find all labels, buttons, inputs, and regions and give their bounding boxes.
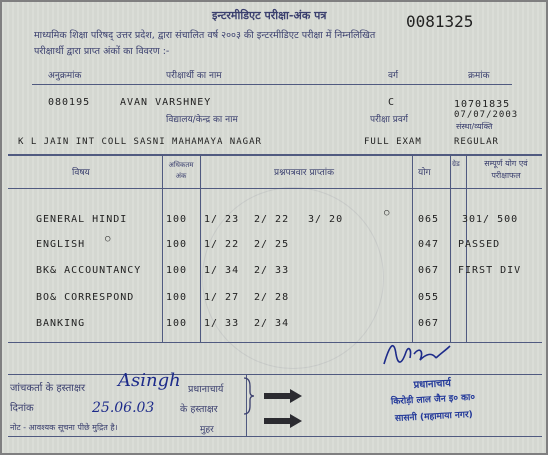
table-row-paper-2: 2/ 33 [254, 265, 290, 276]
table-row-max: 100 [166, 292, 188, 303]
candidate-name-value: AVAN VARSHNEY [120, 97, 212, 108]
roll-no-value: 080195 [48, 97, 91, 108]
table-row-max: 100 [166, 318, 188, 329]
handwritten-date: 25.06.03 [92, 400, 155, 416]
date-label: दिनांक [10, 403, 34, 414]
table-row-subject: BK& ACCOUNTANCY [36, 265, 142, 276]
col-div-3 [412, 154, 413, 342]
header-paper-marks: प्रश्नपत्रवार प्राप्तांक [274, 168, 335, 178]
institution-label: संस्था/व्यक्ति [456, 122, 493, 131]
table-row-paper-2: 2/ 25 [254, 239, 290, 250]
seal-label: मुहर [200, 425, 214, 435]
candidate-name-label: परीक्षार्थी का नाम [166, 71, 222, 81]
table-row-paper-3: 3/ 20 [308, 214, 344, 225]
serial-label: क्रमांक [468, 71, 490, 81]
header-max-marks: अधिकतम अंक [168, 161, 194, 180]
exam-type-label: परीक्षा प्रवर्ग [370, 115, 408, 125]
school-label: विद्यालय/केन्द्र का नाम [166, 115, 238, 125]
header-grade: ग्रेड [452, 160, 460, 168]
document-title: इन्टरमीडिएट परीक्षा-अंक पत्र [212, 9, 327, 22]
table-row-total: 067 [418, 265, 440, 276]
col-div-1 [162, 154, 163, 342]
table-row-paper-1: 1/ 23 [204, 214, 240, 225]
table-row-subject: GENERAL HINDI [36, 214, 128, 225]
header-result: सम्पूर्ण योग एवं परीक्षाफल [484, 159, 528, 180]
table-row-paper-1: 1/ 27 [204, 292, 240, 303]
marksheet [2, 2, 546, 453]
category-label: वर्ग [388, 71, 399, 81]
notice-text: नोट - आवश्यक सूचना पीछे मुद्रित है। [10, 423, 118, 432]
header-line-1: माध्यमिक शिक्षा परिषद् उत्तर प्रदेश, द्वारा संचालित वर्ष २००३ की इन्टरमीडिएट परीक्षा में निम्नलिखित [34, 30, 376, 41]
table-row-paper-2: 2/ 22 [254, 214, 290, 225]
footer-bottom-border [8, 436, 542, 437]
stamp-line-1: प्रधानाचार्य [413, 378, 452, 391]
table-row-max: 100 [166, 214, 188, 225]
table-row-paper-1: 1/ 34 [204, 265, 240, 276]
stamp-line-2: किरोड़ी लाल जैन इ० का० [390, 392, 476, 408]
principal-signature [380, 334, 460, 374]
principal-label: प्रधानाचार्य [188, 384, 224, 395]
table-row-max: 100 [166, 265, 188, 276]
signature-label: के हस्ताक्षर [180, 404, 218, 415]
exam-type-value: FULL EXAM [364, 137, 422, 147]
col-div-2 [200, 154, 201, 342]
school-value: K L JAIN INT COLL SASNI MAHAMAYA NAGAR [18, 137, 262, 147]
table-row-paper-2: 2/ 28 [254, 292, 290, 303]
table-row-subject: BO& CORRESPOND [36, 292, 135, 303]
serial-value: 10701835 [454, 99, 511, 110]
table-row-total: 047 [418, 239, 440, 250]
checker-signature: Asingh [118, 370, 181, 391]
institution-stamp [357, 372, 509, 426]
arrow-right-icon [264, 388, 304, 404]
table-row-total: 065 [418, 214, 440, 225]
checker-signature-label: जांचकर्ता के हस्ताक्षर [10, 383, 86, 394]
table-row-max: 100 [166, 239, 188, 250]
table-row-total: 055 [418, 292, 440, 303]
table-row-result: FIRST DIV [458, 265, 522, 276]
arrow-right-icon [264, 413, 304, 429]
status-value: REGULAR [454, 137, 499, 147]
table-row-paper-1: 1/ 33 [204, 318, 240, 329]
table-row-paper-1: 1/ 22 [204, 239, 240, 250]
table-top-border [8, 154, 542, 156]
table-row-paper-2: 2/ 34 [254, 318, 290, 329]
header-total: योग [418, 168, 431, 178]
table-row-result: 301/ 500 [462, 214, 519, 225]
stamp-line-3: सासनी (महामाया नगर) [394, 409, 474, 425]
header-line-2: परीक्षार्थी द्वारा प्राप्त अंकों का विवरण :- [34, 46, 170, 57]
table-row-subject: BANKING [36, 318, 86, 329]
table-row-total: 067 [418, 318, 440, 329]
table-row-mark: ○ [384, 208, 391, 218]
serial-number: 0081325 [406, 12, 474, 31]
header-subject: विषय [72, 168, 90, 178]
roll-no-label: अनुक्रमांक [48, 71, 82, 81]
table-row-subject: ENGLISH [36, 239, 86, 250]
table-row-result: PASSED [458, 239, 501, 250]
table-row-mark: ○ [105, 234, 112, 244]
table-bottom-border [8, 342, 542, 343]
col-div-4 [450, 154, 451, 342]
table-header-border [8, 188, 542, 189]
brace-icon [242, 376, 256, 416]
label-divider [32, 84, 512, 85]
issue-date-value: 07/07/2003 [454, 110, 519, 120]
category-value: C [388, 97, 396, 108]
